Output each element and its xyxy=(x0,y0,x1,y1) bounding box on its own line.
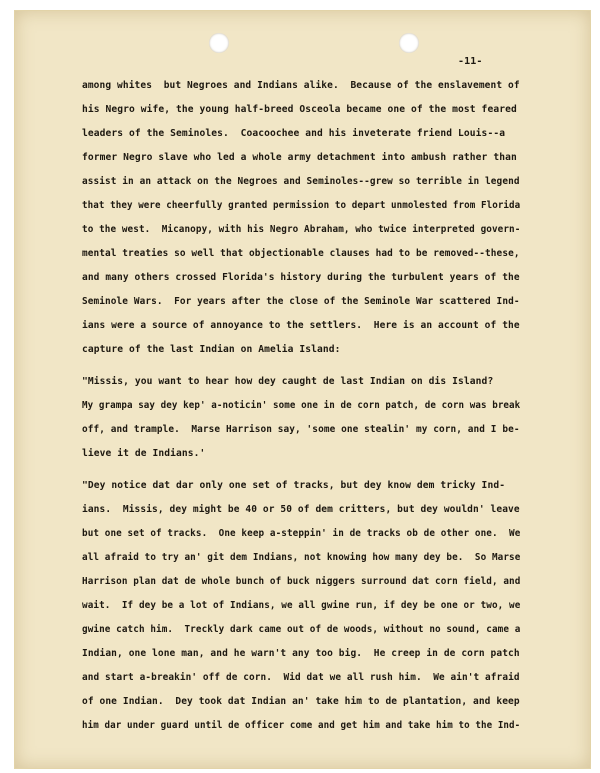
text-line: "Dey notice dat dar only one set of tracks, but dey know dem tricky Ind- xyxy=(82,480,506,491)
text-line: Indian, one lone man, and he warn't any too big. He creep in de corn patch xyxy=(82,648,520,659)
text-line: off, and trample. Marse Harrison say, 'some one stealin' my corn, and I be- xyxy=(82,424,520,435)
text-line: and start a-breakin' off de corn. Wid dat we all rush him. We ain't afraid xyxy=(82,672,520,683)
text-line: Harrison plan dat de whole bunch of buck niggers surround dat corn field, and xyxy=(82,576,521,587)
text-line: but one set of tracks. One keep a-steppin' in de tracks ob de other one. We xyxy=(82,528,521,539)
text-line: My grampa say dey kep' a-noticin' some one in de corn patch, de corn was break xyxy=(82,400,521,411)
page-number: -11- xyxy=(458,56,483,67)
text-line: ians were a source of annoyance to the settlers. Here is an account of the xyxy=(82,320,520,331)
text-line: lieve it de Indians.' xyxy=(82,448,206,459)
text-line: him dar under guard until de officer come and get him and take him to the Ind- xyxy=(82,720,521,731)
text-line: leaders of the Seminoles. Coacoochee and his inveterate friend Louis--a xyxy=(82,128,506,139)
text-line: all afraid to try an' git dem Indians, not knowing how many dey be. So Marse xyxy=(82,552,521,563)
text-line: his Negro wife, the young half-breed Osceola became one of the most feared xyxy=(82,104,517,115)
text-line: and many others crossed Florida's history during the turbulent years of the xyxy=(82,272,520,283)
text-line: capture of the last Indian on Amelia Island: xyxy=(82,344,341,355)
text-line: former Negro slave who led a whole army detachment into ambush rather than xyxy=(82,152,517,163)
text-line: mental treaties so well that objectionable clauses had to be removed--these, xyxy=(82,248,520,259)
text-line: wait. If dey be a lot of Indians, we all gwine run, if dey be one or two, we xyxy=(82,600,521,611)
text-line: among whites but Negroes and Indians alike. Because of the enslavement of xyxy=(82,80,520,91)
text-line: to the west. Micanopy, with his Negro Abraham, who twice interpreted govern- xyxy=(82,224,521,235)
text-line: assist in an attack on the Negroes and Seminoles--grew so terrible in legend xyxy=(82,176,520,187)
text-line: that they were cheerfully granted permission to depart unmolested from Florida xyxy=(82,200,521,211)
text-line: Seminole Wars. For years after the close of the Seminole War scattered Ind- xyxy=(82,296,520,307)
text-line: "Missis, you want to hear how dey caught de last Indian on dis Island? xyxy=(82,376,494,387)
text-line: ians. Missis, dey might be 40 or 50 of dem critters, but dey wouldn' leave xyxy=(82,504,520,515)
text-line: gwine catch him. Treckly dark came out of de woods, without no sound, came a xyxy=(82,624,521,635)
text-line: of one Indian. Dey took dat Indian an' take him to de plantation, and keep xyxy=(82,696,520,707)
